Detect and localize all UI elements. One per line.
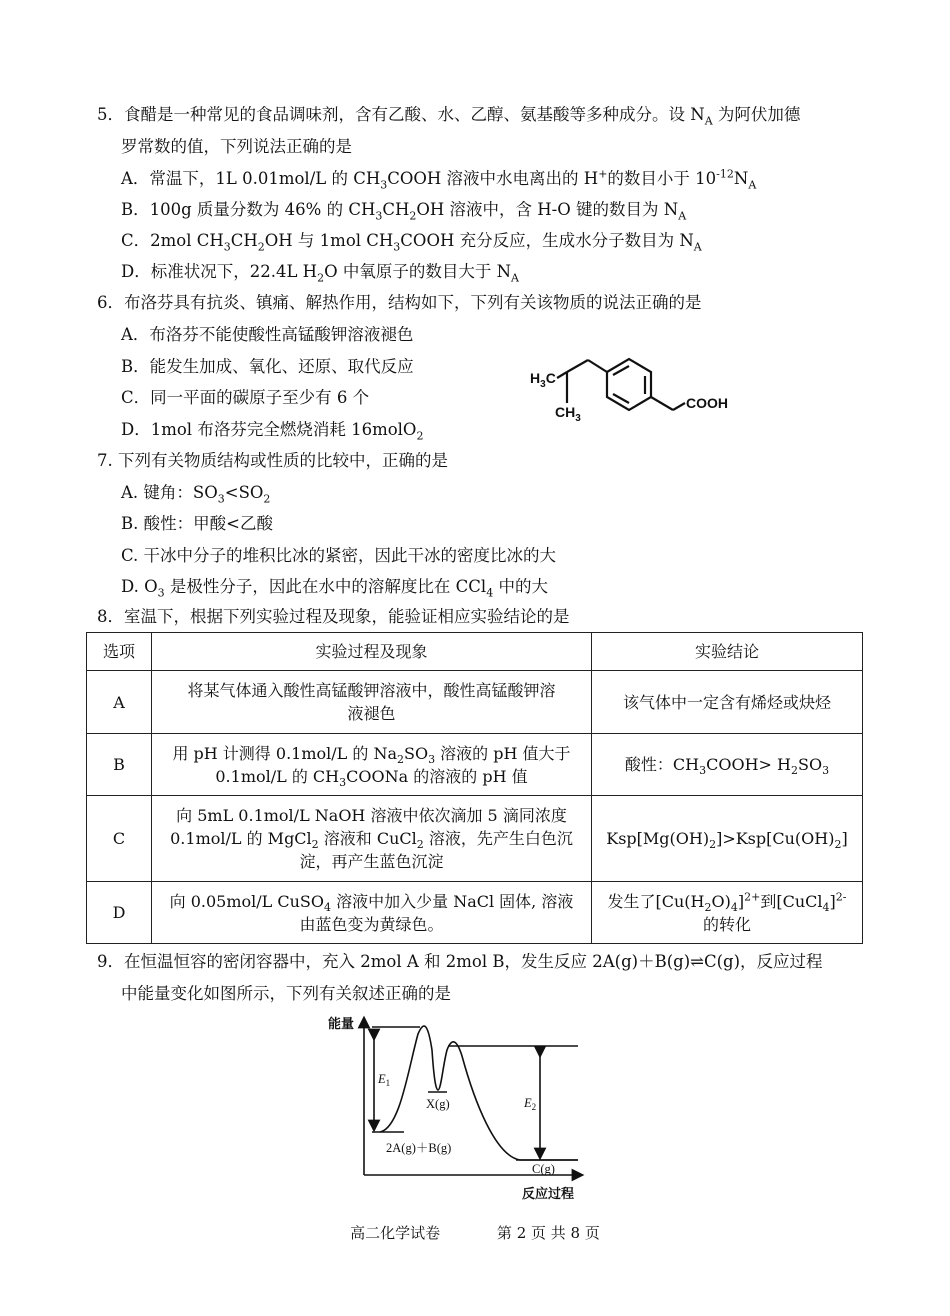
table-row — [87, 671, 863, 734]
table-row — [87, 734, 863, 796]
q7-option-a: A. 键角：$SO_3<SO_2$ — [121, 483, 271, 506]
q5-option-a: A．常温下，1L 0.01mol/L 的 $CH_3COOH$ 溶液中水电离出的 H+的数目小于 $10^{-12}N_A$ — [121, 167, 757, 192]
footer-page-number: 第 2 页 共 8 页 — [496, 1224, 600, 1242]
row-c-procedure: 向 5mL 0.1mol/L NaOH 溶液中依次滴加 5 滴同浓度 0.1mol/L 的 MgCl$_2$ 溶液和 CuCl$_2$ 溶液，先产生白色沉 淀，再产生蓝色沉淀 — [152, 796, 592, 882]
product-label: C(g) — [532, 1162, 555, 1176]
q6-option-a: A．布洛芬不能使酸性高锰酸钾溶液褪色 — [121, 325, 414, 344]
row-a-conclusion: 该气体中一定含有烯烃或炔烃 — [592, 671, 863, 734]
e1-label: $E_1$ — [378, 1072, 391, 1088]
row-c-conclusion: $Ksp[Mg(OH)_2]>Ksp[Cu(OH)_2]$ — [592, 796, 863, 882]
row-b-conclusion: 酸性：$CH_3COOH> H_2SO_3$ — [592, 734, 863, 796]
q7-option-b: B. 酸性：甲酸<乙酸 — [121, 514, 273, 533]
q5-stem-line2: 罗常数的值，下列说法正确的是 — [121, 137, 352, 156]
ibuprofen-structure — [525, 355, 745, 435]
experiment-table — [86, 632, 863, 944]
y-axis-label: 能量 — [328, 1016, 355, 1031]
q7-option-c: C. 干冰中分子的堆积比冰的紧密，因此干冰的密度比冰的大 — [121, 546, 557, 565]
cooh-label: COOH — [686, 395, 728, 411]
q6-stem: 6．布洛芬具有抗炎、镇痛、解热作用，结构如下，下列有关该物质的说法正确的是 — [97, 293, 702, 312]
q5-option-c: C．2mol $CH_3CH_2OH$ 与 1mol $CH_3COOH$ 充分反应，生成水分子数目为 $N_A$ — [121, 231, 702, 254]
table-header-row — [87, 633, 863, 671]
x-intermediate-label: X(g) — [426, 1097, 450, 1111]
row-d-conclusion: 发生了$[Cu(H_2O)_4]^{2+}$到[CuCl$_4$]$^{2-}$ 的转化 — [592, 882, 863, 944]
header-procedure: 实验过程及现象 — [152, 633, 592, 671]
q9-stem-line2: 中能量变化如图所示，下列有关叙述正确的是 — [121, 984, 451, 1003]
row-b-option: B — [87, 734, 152, 796]
header-conclusion: 实验结论 — [592, 633, 863, 671]
table-row — [87, 882, 863, 944]
energy-diagram — [320, 1010, 600, 1205]
ch3-label: $CH_3$ — [555, 404, 581, 424]
row-d-procedure: 向 0.05mol/L CuSO$_4$ 溶液中加入少量 NaCl 固体, 溶液 由蓝色变为黄绿色。 — [152, 882, 592, 944]
page-footer — [0, 1222, 950, 1243]
q6-option-d: D．1mol 布洛芬完全燃烧消耗 16molO$_2$ — [121, 420, 424, 443]
q9-stem-line1: 9．在恒温恒容的密闭容器中，充入 2mol A 和 2mol B，发生反应 2A(g)＋B(g)⇌C(g)，反应过程 — [97, 952, 823, 971]
q7-stem: 7. 下列有关物质结构或性质的比较中，正确的是 — [97, 451, 448, 470]
row-a-procedure: 将某气体通入酸性高锰酸钾溶液中，酸性高锰酸钾溶 液褪色 — [152, 671, 592, 734]
q8-stem: 8．室温下，根据下列实验过程及现象，能验证相应实验结论的是 — [97, 607, 570, 626]
q6-option-c: C．同一平面的碳原子至少有 6 个 — [121, 388, 370, 407]
footer-exam-title: 高二化学试卷 — [350, 1224, 441, 1242]
row-d-option: D — [87, 882, 152, 944]
table-row — [87, 796, 863, 882]
row-a-option: A — [87, 671, 152, 734]
reactant-label: 2A(g)＋B(g) — [386, 1141, 452, 1155]
e2-label: $E_2$ — [524, 1096, 537, 1112]
header-option: 选项 — [87, 633, 152, 671]
row-b-procedure: 用 pH 计测得 0.1mol/L 的 $Na_2SO_3$ 溶液的 pH 值大于 0.1mol/L 的 $CH_3COONa$ 的溶液的 pH 值 — [152, 734, 592, 796]
q5-option-b: B．100g 质量分数为 46% 的 $CH_3CH_2OH$ 溶液中，含 H-O 键的数目为 $N_A$ — [121, 200, 687, 223]
q5-option-d: D．标准状况下，22.4L $H_2O$ 中氧原子的数目大于 $N_A$ — [121, 262, 519, 285]
row-c-option: C — [87, 796, 152, 882]
q7-option-d: D. $O_3$ 是极性分子，因此在水中的溶解度比在 CCl$_4$ 中的大 — [121, 577, 548, 600]
h3c-label: $H_3C$ — [530, 370, 556, 390]
q6-option-b: B．能发生加成、氧化、还原、取代反应 — [121, 357, 414, 376]
x-axis-label: 反应过程 — [522, 1186, 575, 1201]
q5-stem-line1: 5．食醋是一种常见的食品调味剂，含有乙酸、水、乙醇、氨基酸等多种成分。设 $N_A$ 为阿伏加德 — [97, 105, 801, 128]
